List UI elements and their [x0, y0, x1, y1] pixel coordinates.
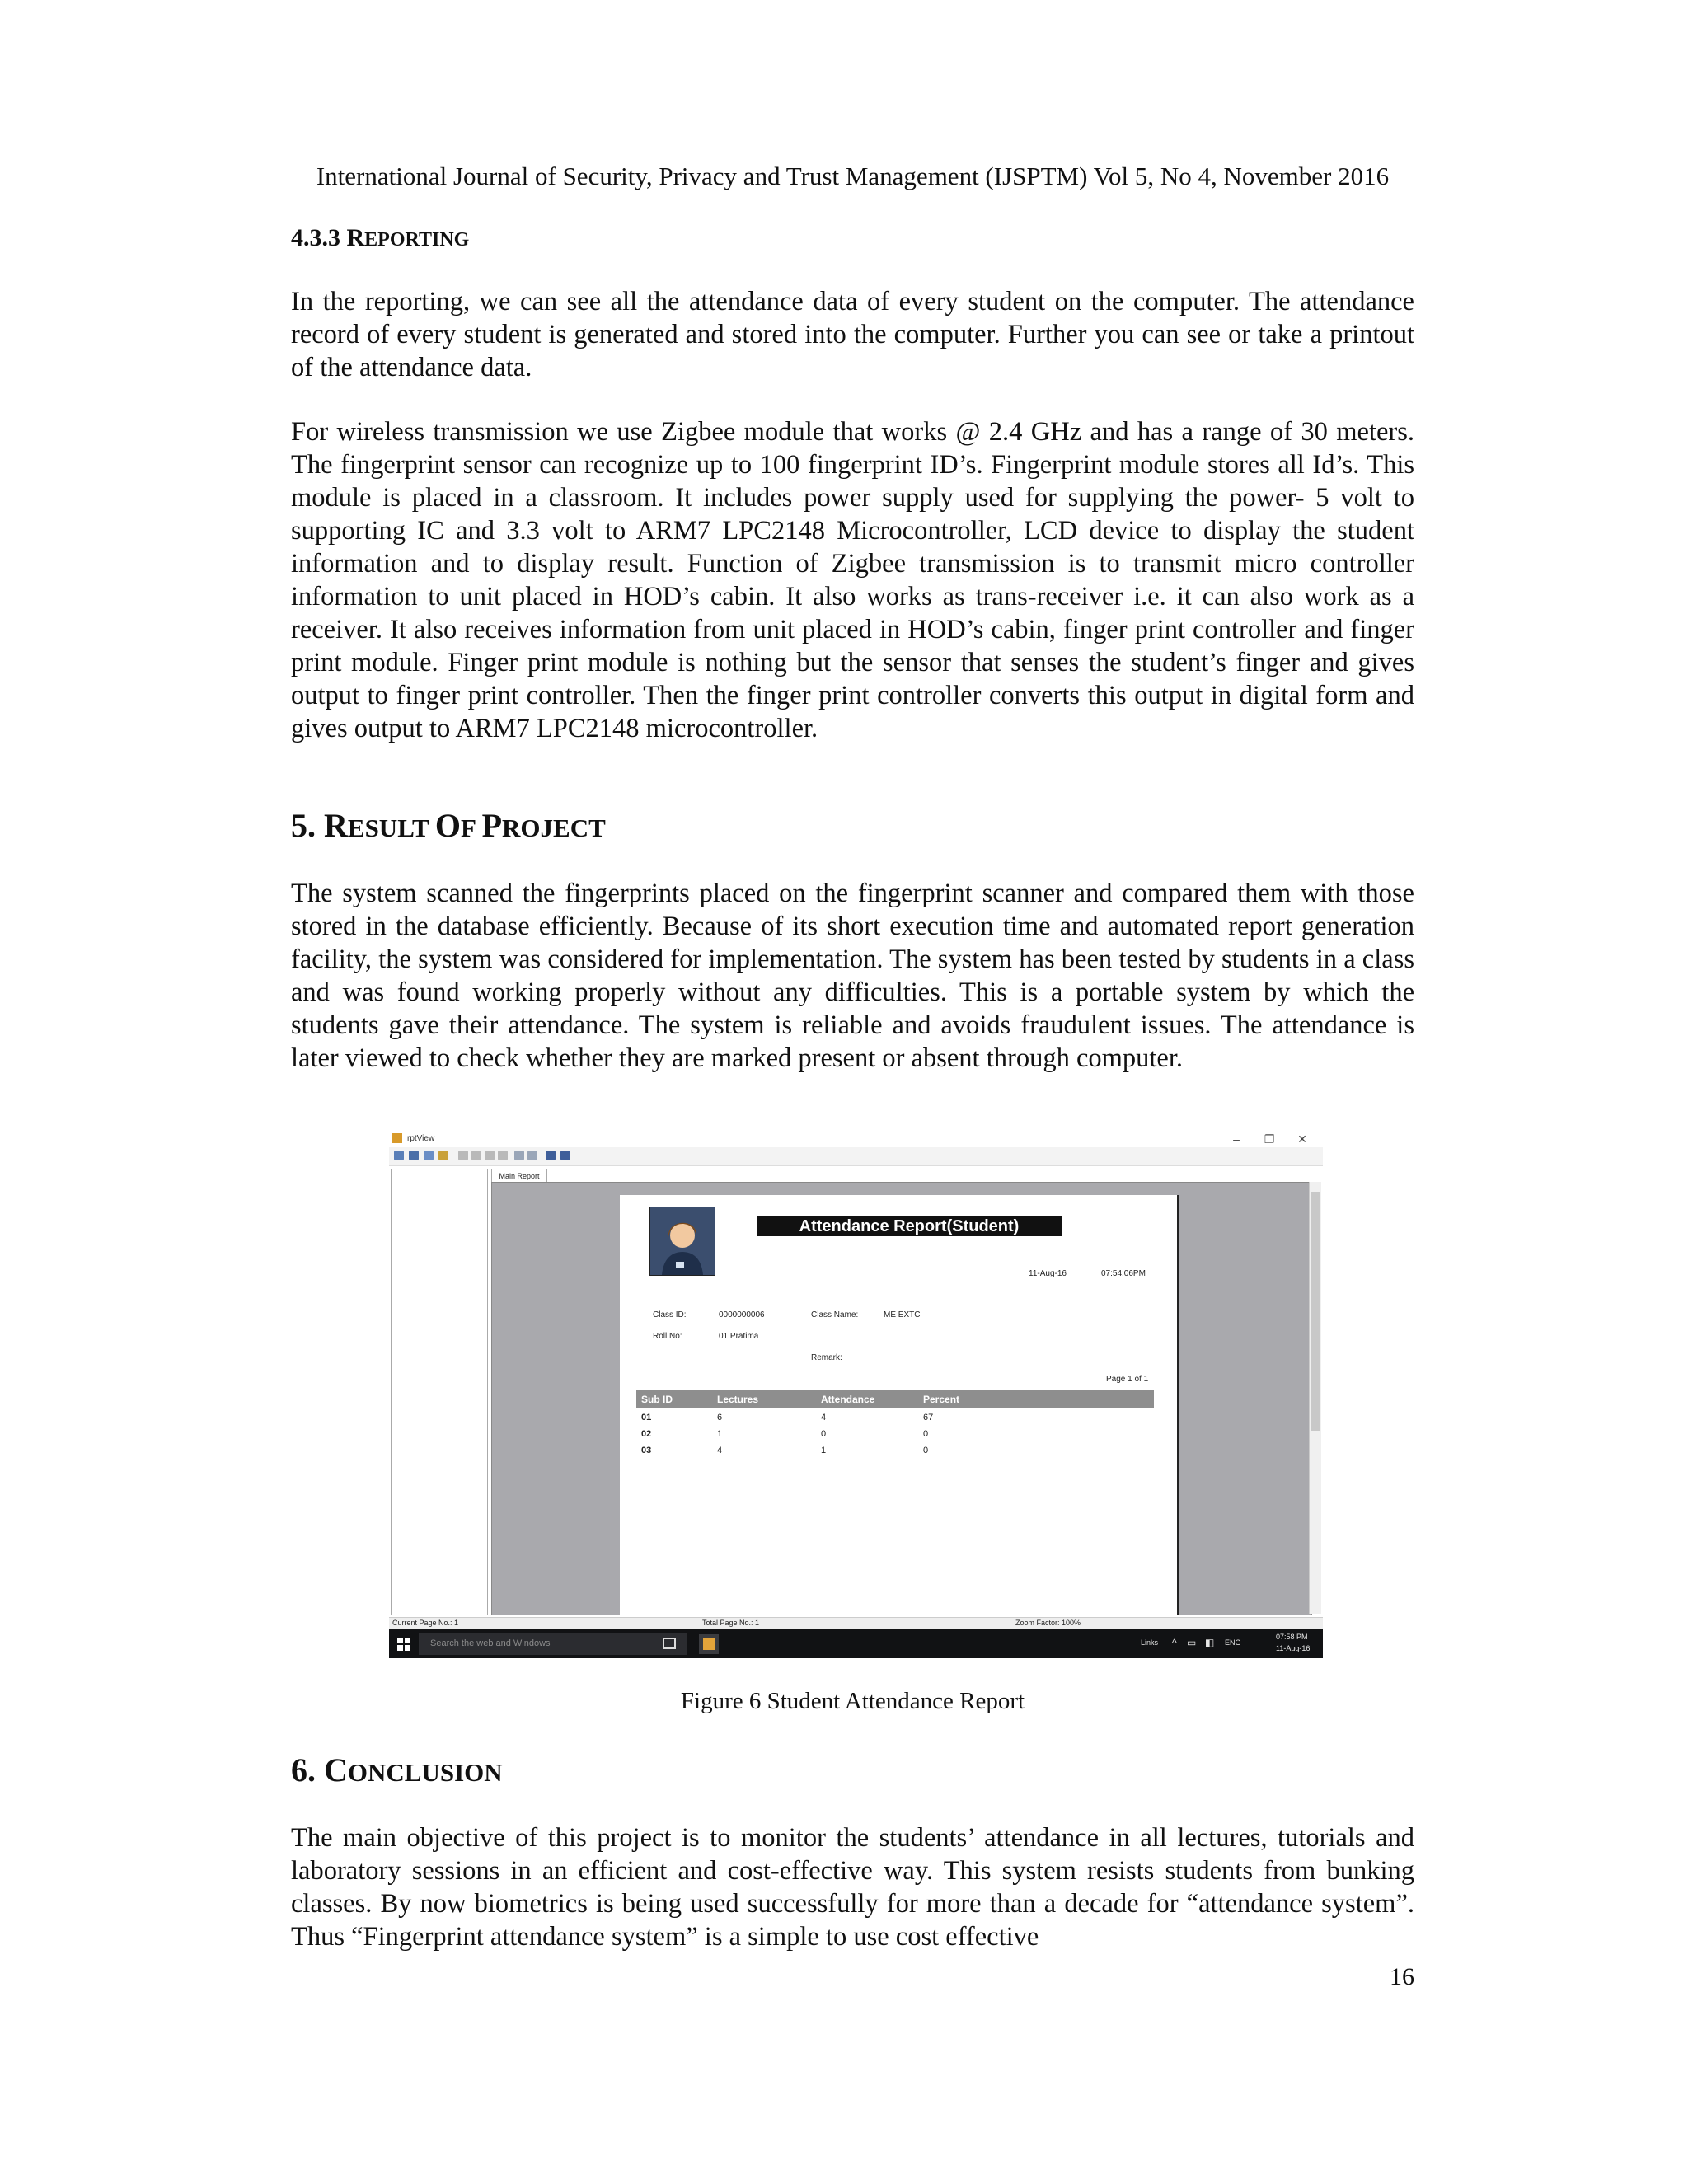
table-cell: 01: [641, 1413, 652, 1422]
page-number: 16: [1390, 1963, 1414, 1990]
taskbar-time[interactable]: 07:58 PM: [1276, 1633, 1308, 1641]
report-title: Attendance Report(Student): [757, 1216, 1062, 1236]
col-attendance: Attendance: [821, 1394, 875, 1405]
paragraph-result: The system scanned the fingerprints placed on the fingerprint scanner and compared them with those stored in the database efficiently. Because of its short execution time and automated report generation facility, the system was considered for implementation. The system has been tested by students in a class and was found working properly without any difficulties. This is a portable system by which the students gave their attendance. The system is reliable and avoids fraudulent issues. The attendance is later viewed to check whether they are marked present or absent through computer.: [291, 879, 1414, 1073]
status-current-page: Current Page No.: 1: [392, 1619, 459, 1627]
paragraph-reporting: In the reporting, we can see all the attendance data of every student on the computer. The attendance record of every student is generated and stored into the computer. Further you can see or take a printout of the attendance data.: [291, 287, 1414, 382]
table-cell: 4: [717, 1446, 723, 1455]
table-cell: 6: [717, 1413, 723, 1422]
tab-main-report[interactable]: Main Report: [491, 1169, 547, 1183]
app-icon: [392, 1133, 402, 1143]
table-cell: 1: [821, 1446, 827, 1455]
paragraph-wireless: For wireless transmission we use Zigbee module that works @ 2.4 GHz and has a range of 30 meters. The fingerprint sensor can recognize up to 100 fingerprint ID’s. Fingerprint module stores all Id’s. This module is placed in a classroom. It includes power supply used for supplying the power- 5 volt to supporting IC and 3.3 volt to ARM7 LPC2148 Microcontroller, LCD device to display the student information and to display result. Function of Zigbee transmission is to transmit micro controller information to unit placed in HOD’s cabin. It also works as trans-receiver i.e. it can also work as a receiver. It also receives information from unit placed in HOD’s cabin, finger print controller and finger print module. Finger print module is nothing but the sensor that senses the student’s finger and gives output to finger print controller. Then the finger print controller converts this output in digital form and gives output to ARM7 LPC2148 microcontroller.: [291, 417, 1414, 743]
page-info: Page 1 of 1: [1106, 1375, 1149, 1384]
taskbar-language[interactable]: ENG: [1225, 1638, 1241, 1647]
refresh-icon[interactable]: [424, 1151, 434, 1160]
vertical-scrollbar[interactable]: [1309, 1182, 1321, 1614]
export-icon[interactable]: [394, 1151, 404, 1160]
status-bar: [389, 1617, 1323, 1629]
table-cell: 67: [923, 1413, 934, 1422]
goto-page-icon[interactable]: [514, 1151, 524, 1160]
paragraph-conclusion: The main objective of this project is to monitor the students’ attendance in all lectures, tutorials and laboratory sessions in an efficient and cost-effective way. This system resists students from bunking classes. By now biometrics is being used successfully for more than a decade for “attendance system”. Thus “Fingerprint attendance system” is a simple to use cost effective: [291, 1823, 1414, 1952]
taskbar-links[interactable]: Links: [1141, 1638, 1159, 1647]
table-cell: 4: [821, 1413, 827, 1422]
class-id-label: Class ID:: [653, 1310, 687, 1319]
prev-page-icon[interactable]: [471, 1151, 481, 1160]
col-lectures: Lectures: [717, 1394, 759, 1405]
col-sub-id: Sub ID: [641, 1394, 673, 1405]
window-title: rptView: [407, 1134, 435, 1143]
table-cell: 1: [717, 1429, 723, 1439]
roll-no-value: 01 Pratima: [719, 1332, 759, 1341]
scrollbar-thumb[interactable]: [1311, 1192, 1320, 1431]
status-zoom: Zoom Factor: 100%: [1015, 1619, 1081, 1627]
zoom-icon[interactable]: [560, 1151, 570, 1160]
subsection-heading-reporting: 4.3.3 REPORTING: [291, 224, 470, 251]
report-toolbar: [389, 1147, 1323, 1166]
first-page-icon[interactable]: [458, 1151, 468, 1160]
next-page-icon[interactable]: [485, 1151, 495, 1160]
toggle-tree-icon[interactable]: [438, 1151, 448, 1160]
find-icon[interactable]: [546, 1151, 556, 1160]
taskbar-search-input[interactable]: Search the web and Windows: [419, 1633, 687, 1655]
col-percent: Percent: [923, 1394, 960, 1405]
status-total-pages: Total Page No.: 1: [702, 1619, 760, 1627]
table-cell: 0: [923, 1429, 929, 1439]
figure-attendance-report: [389, 1131, 1323, 1658]
roll-no-label: Roll No:: [653, 1332, 682, 1341]
table-header: [636, 1390, 1154, 1408]
report-date: 11-Aug-16: [1029, 1269, 1067, 1278]
minimize-icon[interactable]: –: [1233, 1132, 1240, 1146]
report-time: 07:54:06PM: [1101, 1269, 1146, 1278]
table-cell: 0: [821, 1429, 827, 1439]
table-cell: 02: [641, 1429, 652, 1439]
remark-label: Remark:: [811, 1353, 842, 1362]
task-view-icon[interactable]: [663, 1638, 676, 1649]
class-id-value: 0000000006: [719, 1310, 765, 1319]
student-avatar-icon: [649, 1207, 715, 1276]
section-heading-conclusion: 6. CONCLUSION: [291, 1751, 503, 1788]
tray-chevron-icon[interactable]: ^: [1172, 1637, 1177, 1648]
restore-icon[interactable]: ❐: [1264, 1132, 1275, 1146]
print-icon[interactable]: [409, 1151, 419, 1160]
report-page: [620, 1195, 1179, 1615]
close-view-icon[interactable]: [528, 1151, 537, 1160]
tray-network-icon[interactable]: ▭: [1187, 1637, 1197, 1648]
taskbar-app-icon[interactable]: [699, 1634, 719, 1654]
section-heading-result: 5. RESULT OF PROJECT: [291, 807, 606, 844]
close-icon[interactable]: ✕: [1297, 1132, 1307, 1146]
running-header: International Journal of Security, Privacy and Trust Management (IJSPTM) Vol 5, No 4, November 2016: [316, 162, 1390, 190]
tray-volume-icon[interactable]: ◧: [1205, 1637, 1215, 1648]
class-name-label: Class Name:: [811, 1310, 859, 1319]
last-page-icon[interactable]: [498, 1151, 508, 1160]
class-name-value: ME EXTC: [884, 1310, 921, 1319]
taskbar-date[interactable]: 11-Aug-16: [1276, 1644, 1311, 1652]
group-tree-panel[interactable]: [391, 1169, 488, 1615]
figure-caption: Figure 6 Student Attendance Report: [680, 1688, 1025, 1714]
windows-taskbar: [389, 1629, 1323, 1658]
window-titlebar: [389, 1131, 1323, 1147]
table-cell: 0: [923, 1446, 929, 1455]
table-cell: 03: [641, 1446, 652, 1455]
windows-start-icon[interactable]: [397, 1638, 410, 1651]
